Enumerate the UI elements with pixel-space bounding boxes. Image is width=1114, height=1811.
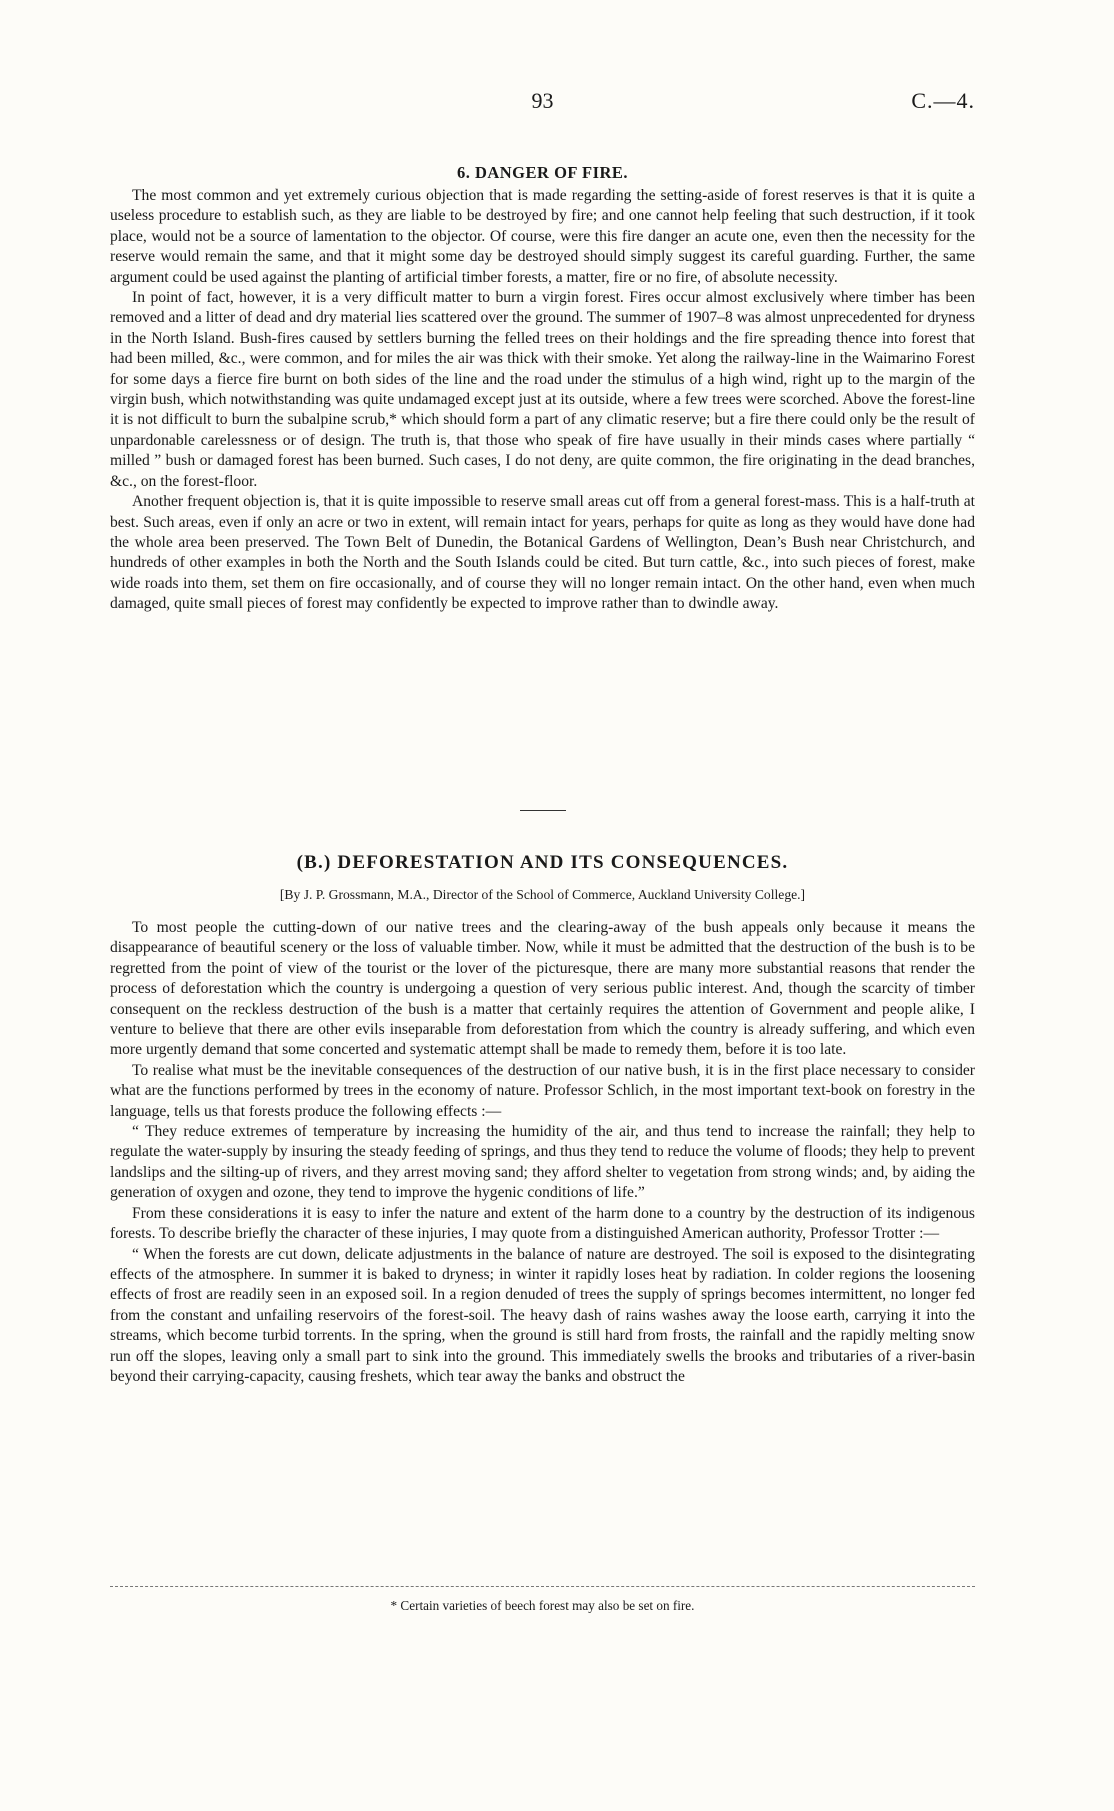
paragraph: From these considerations it is easy to infer the nature and extent of the harm done to a country by the destruction of its indigenous forests. To describe briefly the character of these injuries, I may quote from a distinguished American authority, Professor Trotter :— bbox=[110, 1204, 975, 1243]
page-number: 93 bbox=[531, 88, 554, 113]
paragraph: To realise what must be the inevitable consequences of the destruction of our native bush, it is in the first place necessary to consider what are the functions performed by trees in the economy of nature. Professor Schlich, in the most important text-book on forestry in the language, tells us that forests produce the following effects :— bbox=[110, 1061, 975, 1120]
section-divider bbox=[520, 810, 566, 811]
section-body-deforestation bbox=[110, 918, 975, 1387]
paragraph: Another frequent objection is, that it is quite impossible to reserve small areas cut off from a general forest-mass. This is a half-truth at best. Such areas, even if only an acre or two in extent, will remain intact for years, perhaps for quite as long as they would have done had the whole area been preserved. The Town Belt of Dunedin, the Botanical Gardens of Wellington, Dean’s Bush near Christchurch, and hundreds of other examples in both the North and the South Islands could be cited. But turn cattle, &c., into such pieces of forest, make wide roads into them, set them on fire occasionally, and of course they will no longer remain intact. On the other hand, even when much damaged, quite small pieces of forest may confidently be expected to improve rather than to dwindle away. bbox=[110, 493, 975, 613]
page-header bbox=[110, 88, 975, 118]
section-body-danger-of-fire bbox=[110, 186, 975, 615]
footnote-divider bbox=[110, 1586, 975, 1587]
paragraph: In point of fact, however, it is a very difficult matter to burn a virgin forest. Fires occur almost exclusively where timber has been removed and a litter of dead and dry material lies scattered over the ground. The summer of 1907–8 was almost unprecedented for dryness in the North Island. Bush-fires caused by settlers burning the felled trees on their holdings and the fire spreading thence into forest that had been milled, &c., were common, and for miles the air was thick with their smoke. Yet along the railway-line in the Waimarino Forest for some days a fierce fire burnt on both sides of the line and the road under the stimulus of a high wind, right up to the margin of the virgin bush, which notwithstanding was quite undamaged except just at its outside, where a few trees were scorched. Above the forest-line it is not difficult to burn the subalpine scrub,* which should form a part of any climatic reserve; but a fire there could only be the result of unpardonable carelessness or of design. The truth is, that those who speak of fire have usually in their minds cases where partially “ milled ” bush or damaged forest has been burned. Such cases, I do not deny, are quite common, the fire originating in the dead branches, &c., on the forest-floor. bbox=[110, 289, 975, 490]
section-heading-deforestation: (B.) DEFORESTATION AND ITS CONSEQUENCES. bbox=[296, 852, 789, 873]
paragraph: The most common and yet extremely curious objection that is made regarding the setting-aside of forest reserves is that it is quite a useless procedure to establish such, as they are liable to be destroyed by fire; and one cannot help feeling that such destruction, if it took place, would not be a source of lamentation to the objector. Of course, were this fire danger an acute one, even then the necessity for the reserve would remain the same, and that it might some day be destroyed should simply suggest its careful guarding. Further, the same argument could be used against the planting of artificial timber forests, a matter, fire or no fire, of absolute necessity. bbox=[110, 187, 975, 286]
paragraph: “ When the forests are cut down, delicate adjustments in the balance of nature are destroyed. The soil is exposed to the disintegrating effects of the atmosphere. In summer it is baked to dryness; in winter it rapidly loses heat by radiation. In colder regions the loosening effects of frost are readily seen in an exposed soil. In a region denuded of trees the supply of springs becomes intermittent, no longer fed from the constant and unfailing reservoirs of the forest-soil. The heavy dash of rains washes away the loose earth, carrying it into the streams, which become turbid torrents. In the spring, when the ground is still hard from frosts, the rainfall and the rapidly melting snow run off the slopes, leaving only a small part to sink into the ground. This immediately swells the brooks and tributaries of a river-basin beyond their carrying-capacity, causing freshets, which tear away the banks and obstruct the bbox=[110, 1245, 975, 1385]
section-heading-danger-of-fire: 6. DANGER OF FIRE. bbox=[456, 163, 629, 182]
author-byline: [By J. P. Grossmann, M.A., Director of the School of Commerce, Auckland University College.] bbox=[279, 887, 806, 902]
footnote: * Certain varieties of beech forest may also be set on fire. bbox=[390, 1598, 695, 1613]
document-page bbox=[110, 0, 975, 1811]
document-code: C.—4. bbox=[911, 88, 975, 113]
paragraph: To most people the cutting-down of our native trees and the clearing-away of the bush appeals only because it means the disappearance of beautiful scenery or the loss of valuable timber. Now, while it must be admitted that the destruction of the bush is to be regretted from the point of view of the tourist or the lover of the picturesque, there are many more substantial reasons that render the process of deforestation which the country is undergoing a question of very serious public interest. And, though the scarcity of timber consequent on the reckless destruction of the bush is a matter that certainly requires the attention of Government and people alike, I venture to believe that there are other evils inseparable from deforestation from which the country is already suffering, and which even more urgently demand that some concerted and systematic attempt shall be made to remedy them, before it is too late. bbox=[110, 919, 975, 1059]
paragraph: “ They reduce extremes of temperature by increasing the humidity of the air, and thus tend to increase the rainfall; they help to regulate the water-supply by insuring the steady feeding of springs, and thus they tend to reduce the volume of floods; they help to prevent landslips and the silting-up of rivers, and they arrest moving sand; they afford shelter to vegetation from strong winds; and, by aiding the generation of oxygen and ozone, they tend to improve the hygenic conditions of life.” bbox=[110, 1123, 975, 1202]
